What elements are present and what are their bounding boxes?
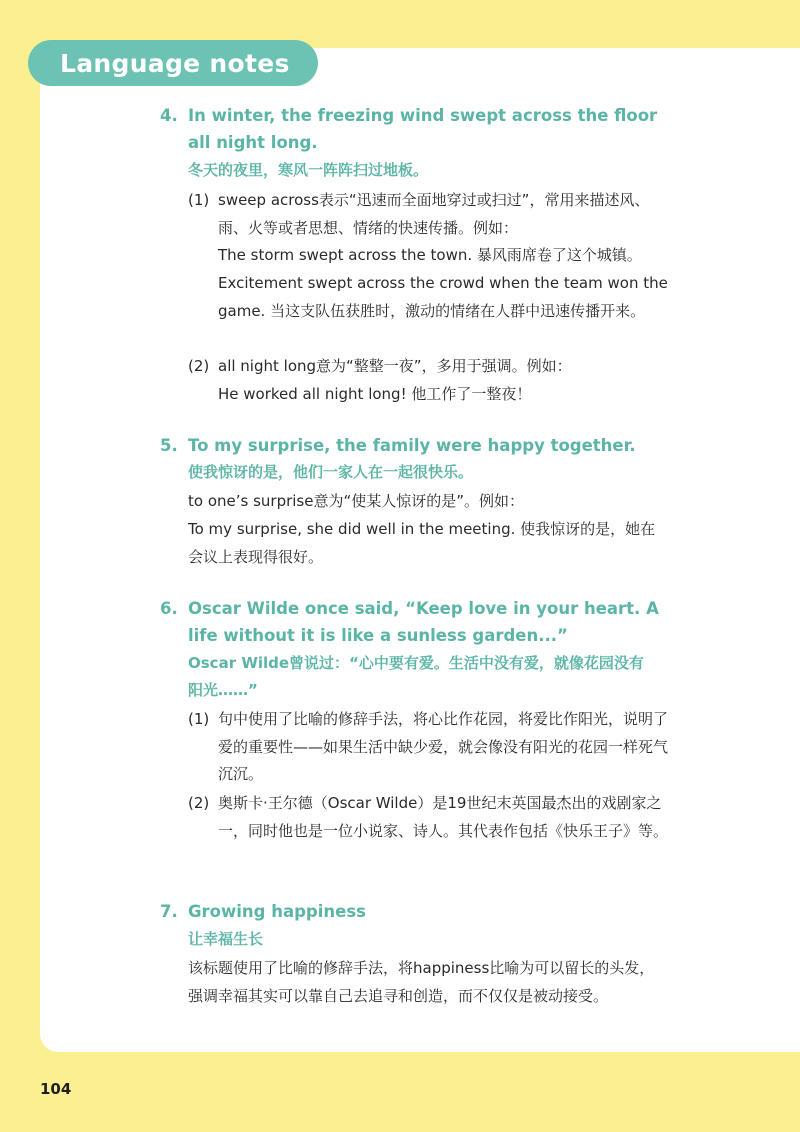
note-chinese: 冬天的夜里，寒风一阵阵扫过地板。	[188, 161, 429, 179]
note-english: In winter, the freezing wind swept across the floor all night long.	[188, 106, 658, 152]
section-header	[28, 40, 318, 86]
sub-label: (1)	[188, 191, 210, 209]
sub-label: (1)	[188, 710, 210, 728]
sub-text: all night long意为“整整一夜”，多用于强调。例如：	[218, 357, 572, 375]
explanation: 该标题使用了比喻的修辞手法，将happiness比喻为可以留长的头发，强调幸福其实可以靠自己去追寻和创造，而不仅仅是被动接受。	[188, 959, 655, 1005]
note-english: To my surprise, the family were happy together.	[188, 436, 636, 455]
note-chinese: Oscar Wilde曾说过：“心中要有爱。生活中没有爱，就像花园没有阳光……”	[188, 654, 644, 699]
example: To my surprise, she did well in the meeting. 使我惊讶的是，她在会议上表现得很好。	[188, 520, 656, 566]
note-number: 7.	[160, 902, 178, 921]
note-english: Oscar Wilde once said, “Keep love in your heart. A life without it is like a sunless garden...”	[188, 599, 659, 645]
section-title: Language notes	[60, 48, 290, 78]
note-chinese: 让幸福生长	[188, 930, 264, 948]
note-number: 6.	[160, 599, 178, 618]
note-english: Growing happiness	[188, 902, 366, 921]
note-number: 4.	[160, 106, 178, 125]
example: The storm swept across the town. 暴风雨席卷了这个城镇。	[218, 246, 642, 264]
explanation: to one’s surprise意为“使某人惊讶的是”。例如：	[188, 492, 525, 510]
note-number: 5.	[160, 436, 178, 455]
example: Excitement swept across the crowd when the team won the game. 当这支队伍获胜时，激动的情绪在人群中迅速传播开来。	[218, 274, 668, 320]
sub-text: 句中使用了比喻的修辞手法，将心比作花园，将爱比作阳光，说明了爱的重要性——如果生活中缺少爱，就会像没有阳光的花园一样死气沉沉。	[218, 710, 669, 783]
sub-label: (2)	[188, 357, 210, 375]
sub-label: (2)	[188, 794, 210, 812]
sub-text: sweep across表示“迅速而全面地穿过或扫过”，常用来描述风、雨、火等或者思想、情绪的快速传播。例如：	[218, 191, 650, 237]
note-chinese: 使我惊讶的是，他们一家人在一起很快乐。	[188, 463, 474, 481]
sub-text: 奥斯卡·王尔德（Oscar Wilde）是19世纪末英国最杰出的戏剧家之一，同时他也是一位小说家、诗人。其代表作包括《快乐王子》等。	[218, 794, 669, 840]
page-number: 104	[40, 1080, 72, 1098]
example: He worked all night long! 他工作了一整夜！	[218, 385, 532, 403]
